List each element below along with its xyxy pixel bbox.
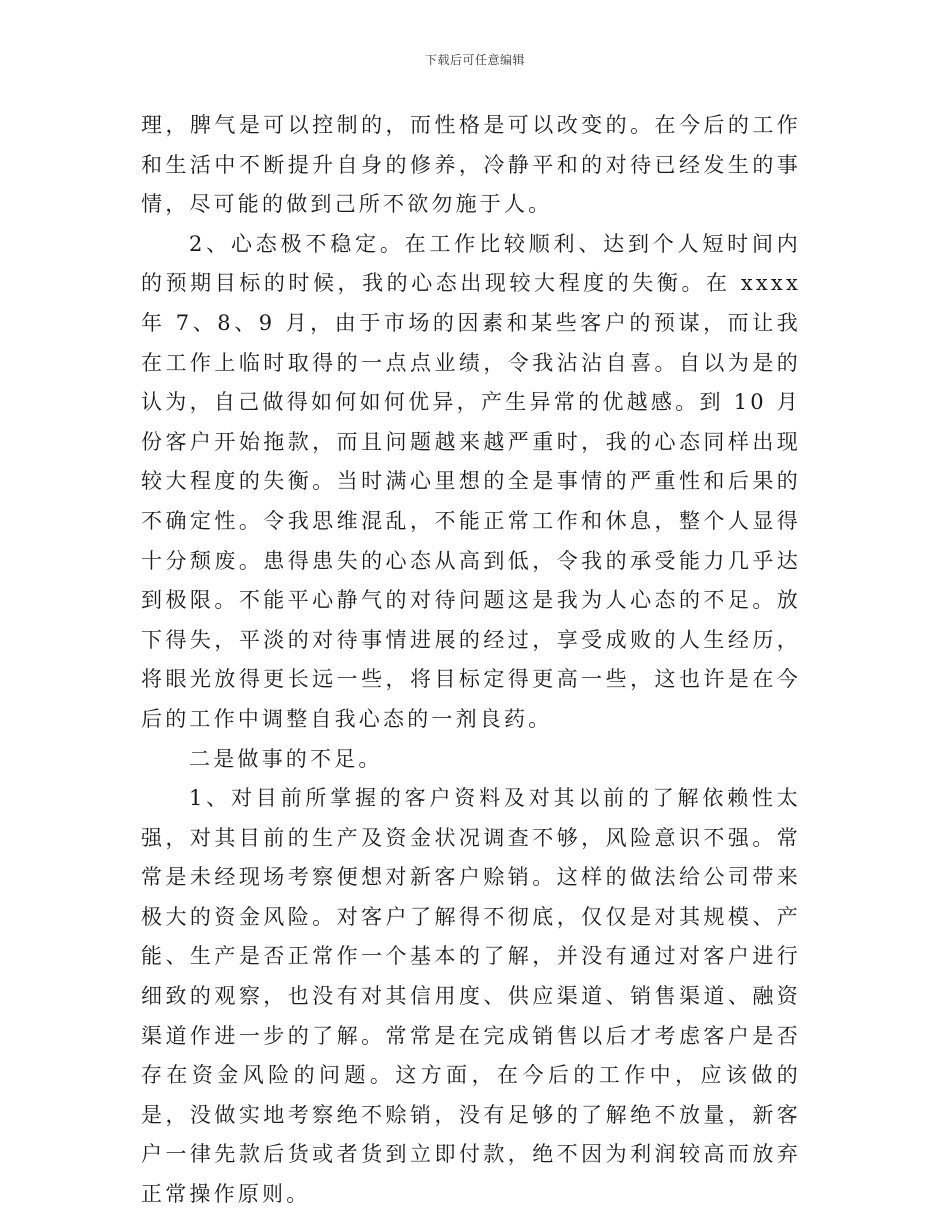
section-heading: 二是做事的不足。 [189, 746, 383, 771]
page-header: 下载后可任意编辑 [424, 53, 525, 67]
paragraph-mindset: 2、心态极不稳定。在工作比较顺利、达到个人短时间内的预期目标的时候，我的心态出现较大程度的失衡。在 xxxx 年 7、8、9 月，由于市场的因素和某些客户的预谋，而让我在工作上临时取得的一点点业绩，令我沾沾自喜。自以为是的认为，自己做得如何如何优异，产生异常的优越感。到 10 月份客户开始拖款，而且问题越来越严重时，我的心态同样出现较大程度的失衡。当时满心里想的全是事情的严重性和后果的不确定性。令我思维混乱，不能正常工作和休息，整个人显得十分颓废。患得患失的心态从高到低，令我的承受能力几乎达到极限。不能平心静气的对待问题这是我为人心态的不足。放下得失，平淡的对待事情进展的经过，享受成败的人生经历，将眼光放得更长远一些，将目标定得更高一些，这也许是在今后的工作中调整自我心态的一剂良药。 [141, 231, 801, 731]
paragraph-continuation: 理，脾气是可以控制的，而性格是可以改变的。在今后的工作和生活中不断提升自身的修养，冷静平和的对待已经发生的事情，尽可能的做到己所不欲勿施于人。 [141, 113, 801, 217]
paragraph-customer-risk: 1、对目前所掌握的客户资料及对其以前的了解依赖性太强，对其目前的生产及资金状况调查不够，风险意识不强。常常是未经现场考察便想对新客户赊销。这样的做法给公司带来极大的资金风险。对客户了解得不彻底，仅仅是对其规模、产能、生产是否正常作一个基本的了解，并没有通过对客户进行细致的观察，也没有对其信用度、供应渠道、销售渠道、融资渠道作进一步的了解。常常是在完成销售以后才考虑客户是否存在资金风险的问题。这方面，在今后的工作中，应该做的是，没做实地考察绝不赊销，没有足够的了解绝不放量，新客户一律先款后货或者货到立即付款，绝不因为利润较高而放弃正常操作原则。 [141, 786, 801, 1207]
document-body [141, 106, 801, 1215]
